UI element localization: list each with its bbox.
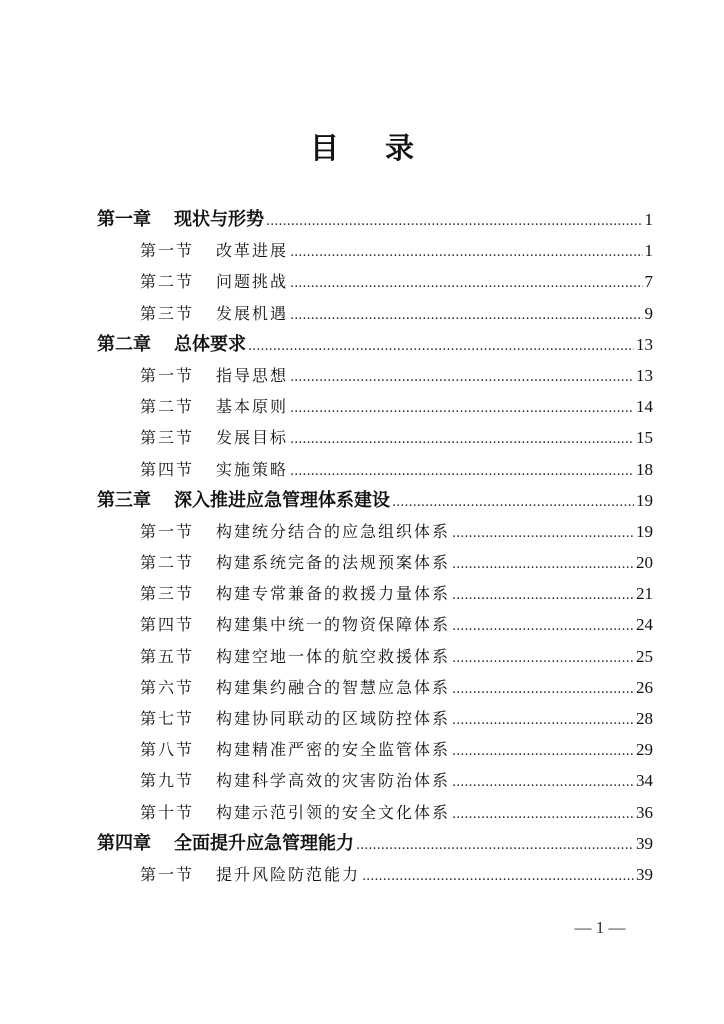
toc-section-row[interactable] xyxy=(97,578,653,609)
toc-section-title: 构建统分结合的应急组织体系 xyxy=(216,521,451,541)
toc-section-label: 第三节 xyxy=(140,584,195,604)
toc-leader-dots xyxy=(290,362,634,393)
toc-page-number: 25 xyxy=(636,646,653,666)
toc-section-row[interactable] xyxy=(97,391,653,422)
toc-page-number: 15 xyxy=(636,428,653,448)
toc-section-label: 第七节 xyxy=(140,709,195,728)
toc-leader-dots xyxy=(290,456,634,487)
toc-section-row[interactable] xyxy=(97,609,653,640)
toc-section-label: 第三节 xyxy=(140,428,195,448)
toc-section-label: 第二节 xyxy=(140,397,195,417)
toc-section-label: 第一节 xyxy=(140,241,195,261)
toc-page-number: 9 xyxy=(644,303,653,323)
toc-section-row[interactable] xyxy=(97,734,653,765)
page-title: 目 录 xyxy=(309,131,433,165)
toc-section-row[interactable] xyxy=(97,547,653,578)
toc-leader-dots xyxy=(356,830,634,861)
toc-chapter-row[interactable] xyxy=(97,204,653,235)
toc-leader-dots xyxy=(452,674,634,705)
toc-section-row[interactable] xyxy=(97,235,653,266)
toc-page-number: 36 xyxy=(636,802,653,822)
toc-page-number: 29 xyxy=(636,740,653,760)
toc-section-row[interactable] xyxy=(97,672,653,703)
toc-chapter-title: 全面提升应急管理能力 xyxy=(174,832,354,854)
toc-chapter-row[interactable] xyxy=(97,485,653,516)
toc-section-title: 提升风险防范能力 xyxy=(216,864,361,884)
page-footer-number: — 1 — xyxy=(574,918,626,937)
toc-page-number: 1 xyxy=(644,241,653,261)
toc-section-row[interactable] xyxy=(97,765,653,796)
toc-leader-dots xyxy=(290,237,642,268)
toc-section-label: 第十节 xyxy=(140,802,195,822)
toc-section-label: 第九节 xyxy=(140,771,195,791)
toc-page-number: 26 xyxy=(636,677,653,697)
toc-leader-dots xyxy=(452,518,634,549)
toc-section-title: 问题挑战 xyxy=(216,272,289,292)
toc-leader-dots xyxy=(452,611,634,642)
toc-section-label: 第四节 xyxy=(140,615,195,635)
toc-page-number: 28 xyxy=(636,709,653,728)
toc-leader-dots xyxy=(452,580,634,611)
toc-leader-dots xyxy=(392,487,634,518)
toc-leader-dots xyxy=(266,206,643,237)
toc-section-title: 指导思想 xyxy=(216,365,289,385)
toc-section-title: 构建集约融合的智慧应急体系 xyxy=(216,677,451,697)
toc-page-number: 14 xyxy=(636,397,653,417)
toc-section-row[interactable] xyxy=(97,360,653,391)
toc-section-title: 构建专常兼备的救援力量体系 xyxy=(216,584,451,604)
toc-page-number: 34 xyxy=(636,771,653,791)
toc-section-label: 第一节 xyxy=(140,864,195,884)
toc-leader-dots xyxy=(362,861,634,892)
toc-section-title: 构建协同联动的区域防控体系 xyxy=(216,709,451,728)
table-of-contents xyxy=(97,204,653,890)
toc-section-row[interactable] xyxy=(97,797,653,828)
toc-section-label: 第二节 xyxy=(140,553,195,573)
toc-page-number: 7 xyxy=(644,272,653,292)
toc-page-number: 18 xyxy=(636,459,653,479)
toc-section-title: 实施策略 xyxy=(216,459,289,479)
toc-page-number: 13 xyxy=(636,334,653,354)
toc-chapter-row[interactable] xyxy=(97,329,653,360)
toc-leader-dots xyxy=(290,300,642,331)
toc-leader-dots xyxy=(452,549,634,580)
toc-section-title: 构建空地一体的航空救援体系 xyxy=(216,646,451,666)
toc-section-label: 第四节 xyxy=(140,459,195,479)
toc-section-label: 第一节 xyxy=(140,521,195,541)
toc-chapter-title: 深入推进应急管理体系建设 xyxy=(174,489,390,511)
toc-section-label: 第五节 xyxy=(140,646,195,666)
toc-section-title: 构建精准严密的安全监管体系 xyxy=(216,740,451,760)
toc-section-row[interactable] xyxy=(97,266,653,297)
toc-chapter-title: 现状与形势 xyxy=(174,209,264,230)
toc-section-row[interactable] xyxy=(97,859,653,890)
toc-leader-dots xyxy=(290,268,642,299)
toc-chapter-row[interactable] xyxy=(97,828,653,859)
toc-section-label: 第二节 xyxy=(140,272,195,292)
toc-chapter-label: 第四章 xyxy=(97,832,151,854)
toc-section-row[interactable] xyxy=(97,703,653,734)
toc-leader-dots xyxy=(452,799,634,830)
toc-section-title: 发展目标 xyxy=(216,428,289,448)
toc-section-title: 改革进展 xyxy=(216,241,289,261)
toc-section-title: 构建示范引领的安全文化体系 xyxy=(216,802,451,822)
toc-page-number: 24 xyxy=(636,615,653,635)
toc-section-row[interactable] xyxy=(97,298,653,329)
toc-section-label: 第六节 xyxy=(140,677,195,697)
toc-section-title: 构建科学高效的灾害防治体系 xyxy=(216,771,451,791)
toc-chapter-label: 第二章 xyxy=(97,333,151,355)
toc-page-number: 39 xyxy=(636,864,653,884)
toc-page-number: 13 xyxy=(636,365,653,385)
toc-section-title: 构建集中统一的物资保障体系 xyxy=(216,615,451,635)
toc-page-number: 1 xyxy=(644,210,653,229)
toc-leader-dots xyxy=(452,736,634,767)
toc-section-title: 基本原则 xyxy=(216,397,289,417)
toc-leader-dots xyxy=(452,705,634,736)
toc-leader-dots xyxy=(452,643,634,674)
toc-leader-dots xyxy=(248,331,634,362)
toc-page-number: 39 xyxy=(636,833,653,853)
toc-section-title: 发展机遇 xyxy=(216,303,289,323)
toc-leader-dots xyxy=(452,767,634,798)
toc-page-number: 20 xyxy=(636,553,653,573)
toc-section-title: 构建系统完备的法规预案体系 xyxy=(216,553,451,573)
toc-section-row[interactable] xyxy=(97,422,653,453)
toc-page-number: 19 xyxy=(636,521,653,541)
toc-section-label: 第一节 xyxy=(140,365,195,385)
toc-chapter-label: 第三章 xyxy=(97,489,151,511)
toc-section-row[interactable] xyxy=(97,454,653,485)
toc-section-label: 第三节 xyxy=(140,303,195,323)
toc-leader-dots xyxy=(290,424,634,455)
toc-page-number: 21 xyxy=(636,584,653,604)
toc-page-number: 19 xyxy=(636,490,653,510)
toc-section-row[interactable] xyxy=(97,516,653,547)
toc-chapter-title: 总体要求 xyxy=(174,333,246,355)
toc-section-label: 第八节 xyxy=(140,740,195,760)
toc-section-row[interactable] xyxy=(97,641,653,672)
toc-leader-dots xyxy=(290,393,634,424)
toc-chapter-label: 第一章 xyxy=(97,209,151,230)
